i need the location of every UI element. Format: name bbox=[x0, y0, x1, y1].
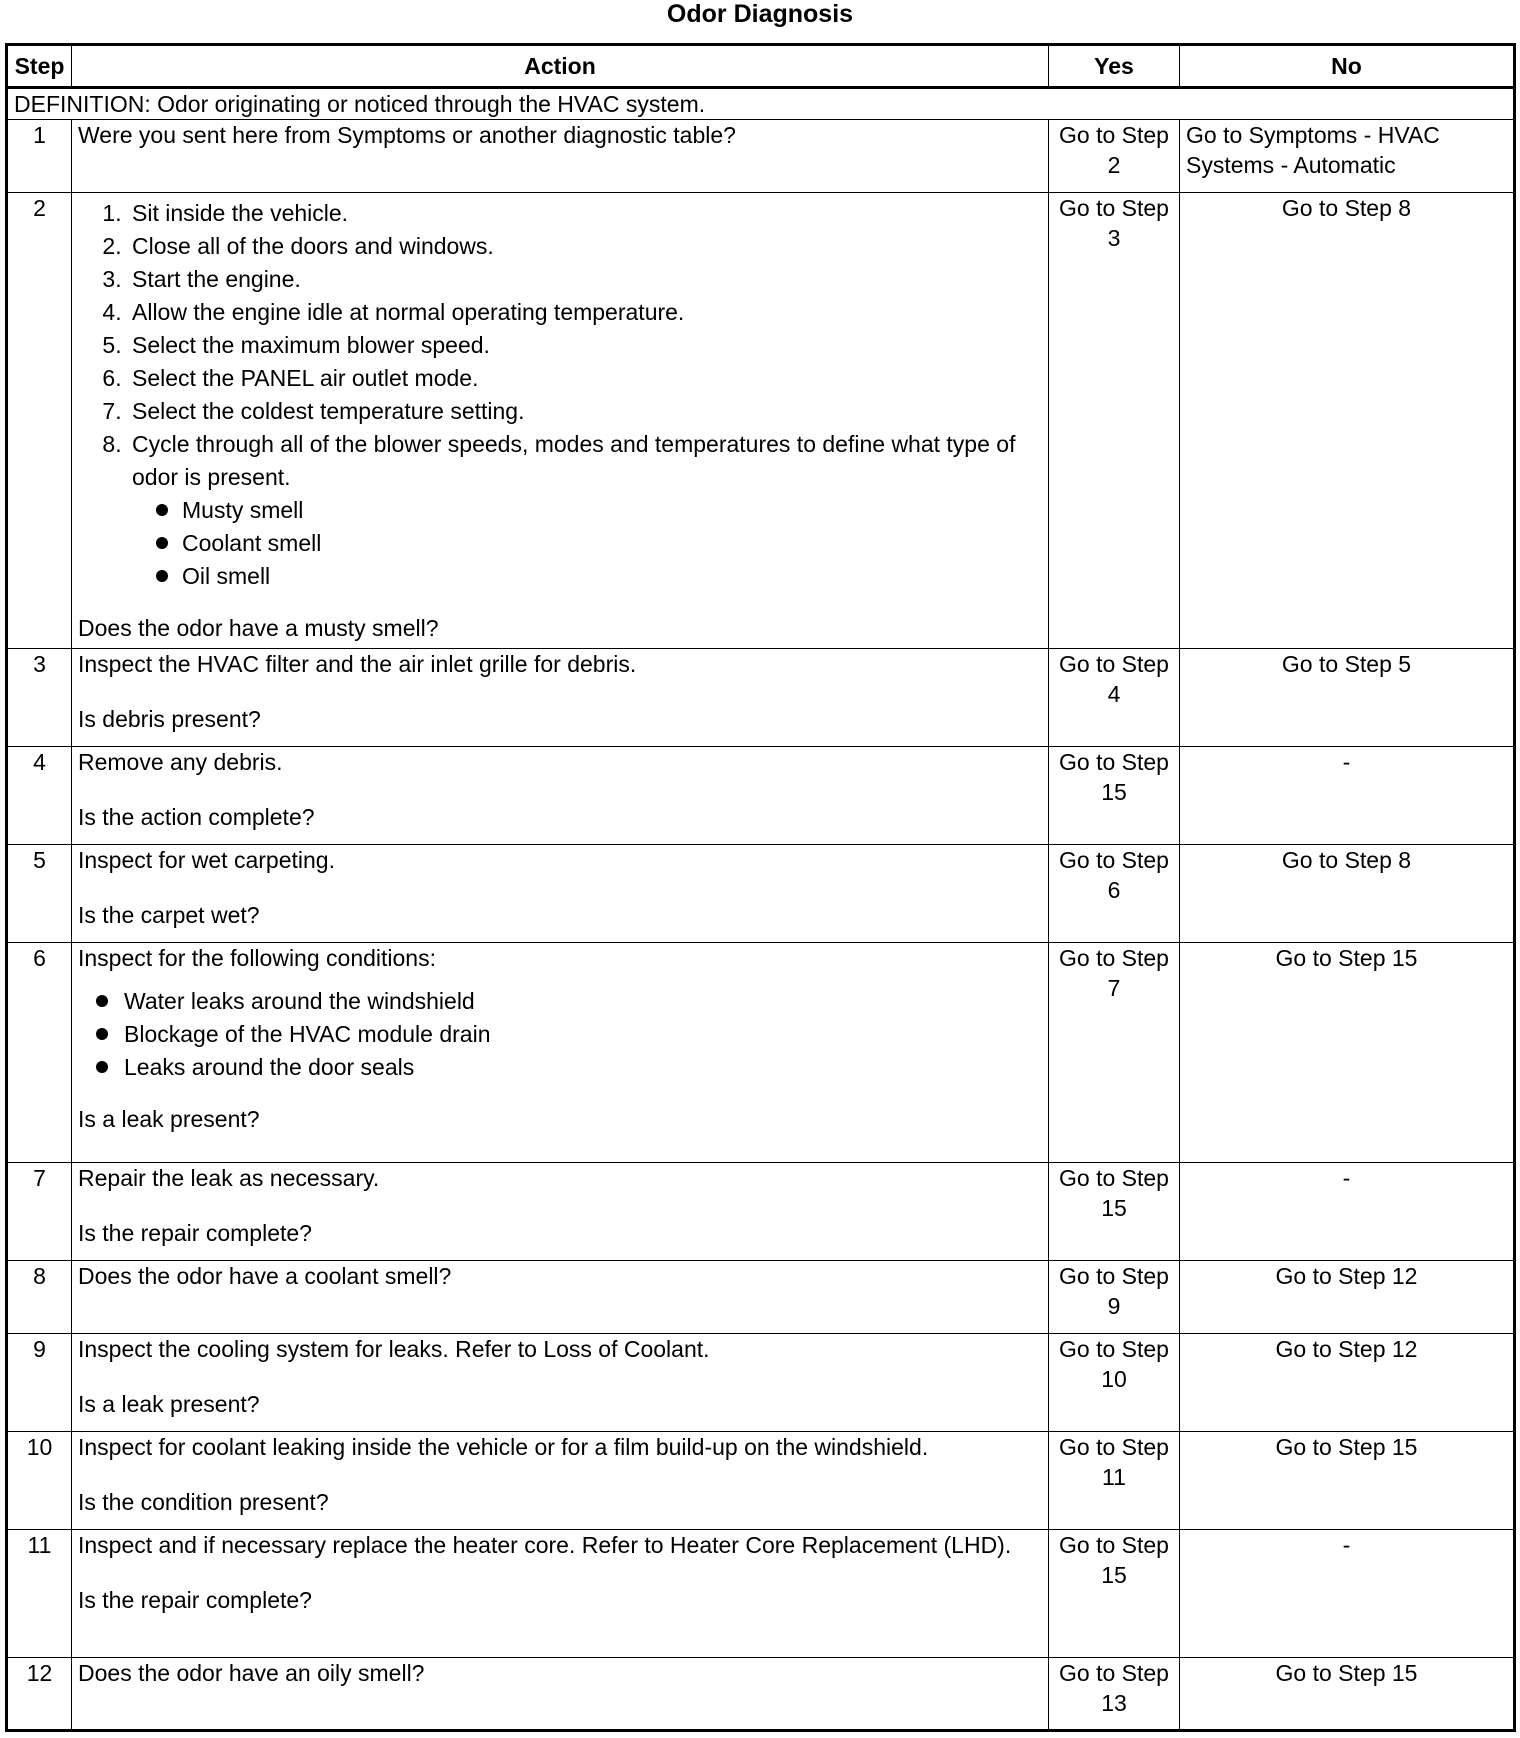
action-cell bbox=[72, 845, 1049, 943]
odor-type-list bbox=[132, 494, 1042, 593]
step-number: 8 bbox=[7, 1261, 72, 1334]
step-number: 1 bbox=[7, 120, 72, 193]
no-cell: Go to Step 8 bbox=[1180, 193, 1515, 649]
page-title: Odor Diagnosis bbox=[666, 0, 854, 28]
yes-cell: Go to Step 4 bbox=[1049, 649, 1180, 747]
header-action: Action bbox=[72, 45, 1049, 88]
odor-type-item: Oil smell bbox=[156, 560, 1042, 593]
table-row bbox=[7, 193, 1515, 649]
action-text: Does the odor have an oily smell? bbox=[72, 1658, 1049, 1731]
procedure-step-text: Cycle through all of the blower speeds, modes and temperatures to define what type of odor is present. bbox=[132, 431, 1016, 490]
action-cell bbox=[72, 193, 1049, 649]
condition-list bbox=[78, 985, 1042, 1084]
question-text: Is debris present? bbox=[78, 706, 261, 732]
yes-cell: Go to Step 15 bbox=[1049, 1530, 1180, 1658]
action-cell bbox=[72, 1163, 1049, 1261]
header-yes: Yes bbox=[1049, 45, 1180, 88]
table-row bbox=[7, 1432, 1515, 1530]
question-text: Is the repair complete? bbox=[78, 1220, 312, 1246]
yes-cell: Go to Step 15 bbox=[1049, 1163, 1180, 1261]
no-cell: Go to Step 15 bbox=[1180, 1658, 1515, 1731]
question-text: Is a leak present? bbox=[78, 1391, 260, 1417]
action-text: Inspect the cooling system for leaks. Refer to Loss of Coolant. bbox=[78, 1336, 710, 1362]
action-text: Inspect for coolant leaking inside the vehicle or for a film build-up on the windshield. bbox=[78, 1434, 929, 1460]
step-number: 5 bbox=[7, 845, 72, 943]
table-row bbox=[7, 1658, 1515, 1731]
no-cell: Go to Step 12 bbox=[1180, 1334, 1515, 1432]
table-row bbox=[7, 120, 1515, 193]
question-text: Is a leak present? bbox=[78, 1106, 260, 1132]
table-row bbox=[7, 747, 1515, 845]
procedure-step: 5. Select the maximum blower speed. bbox=[128, 329, 1042, 362]
no-cell: - bbox=[1180, 1530, 1515, 1658]
action-cell bbox=[72, 943, 1049, 1163]
step-number: 4 bbox=[7, 747, 72, 845]
table-row bbox=[7, 943, 1515, 1163]
condition-item: Blockage of the HVAC module drain bbox=[96, 1018, 1042, 1051]
no-cell: Go to Step 5 bbox=[1180, 649, 1515, 747]
table-row bbox=[7, 1530, 1515, 1658]
table-row bbox=[7, 1261, 1515, 1334]
table-row bbox=[7, 649, 1515, 747]
condition-item: Water leaks around the windshield bbox=[96, 985, 1042, 1018]
no-cell: Go to Step 12 bbox=[1180, 1261, 1515, 1334]
table-row bbox=[7, 1334, 1515, 1432]
question-text: Is the condition present? bbox=[78, 1489, 329, 1515]
question-text: Is the repair complete? bbox=[78, 1587, 312, 1613]
question-text: Is the action complete? bbox=[78, 804, 315, 830]
question-text: Does the odor have a musty smell? bbox=[78, 615, 439, 641]
procedure-step: 3. Start the engine. bbox=[128, 263, 1042, 296]
header-row bbox=[7, 45, 1515, 88]
action-cell bbox=[72, 1432, 1049, 1530]
action-text: Does the odor have a coolant smell? bbox=[72, 1261, 1049, 1334]
no-cell: Go to Step 8 bbox=[1180, 845, 1515, 943]
header-no: No bbox=[1180, 45, 1515, 88]
yes-cell: Go to Step 2 bbox=[1049, 120, 1180, 193]
procedure-list bbox=[78, 197, 1042, 593]
action-text: Inspect for the following conditions: bbox=[78, 945, 436, 971]
yes-cell: Go to Step 13 bbox=[1049, 1658, 1180, 1731]
step-number: 3 bbox=[7, 649, 72, 747]
yes-cell: Go to Step 11 bbox=[1049, 1432, 1180, 1530]
no-cell: Go to Symptoms - HVAC Systems - Automatic bbox=[1180, 120, 1515, 193]
table-row bbox=[7, 1163, 1515, 1261]
yes-cell: Go to Step 15 bbox=[1049, 747, 1180, 845]
yes-cell: Go to Step 10 bbox=[1049, 1334, 1180, 1432]
procedure-step bbox=[128, 428, 1042, 593]
question-text: Is the carpet wet? bbox=[78, 902, 260, 928]
action-cell bbox=[72, 1530, 1049, 1658]
step-number: 10 bbox=[7, 1432, 72, 1530]
step-number: 7 bbox=[7, 1163, 72, 1261]
action-text: Were you sent here from Symptoms or another diagnostic table? bbox=[72, 120, 1049, 193]
yes-cell: Go to Step 7 bbox=[1049, 943, 1180, 1163]
procedure-step: 2. Close all of the doors and windows. bbox=[128, 230, 1042, 263]
procedure-step: 1. Sit inside the vehicle. bbox=[128, 197, 1042, 230]
no-cell: - bbox=[1180, 747, 1515, 845]
step-number: 9 bbox=[7, 1334, 72, 1432]
yes-cell: Go to Step 6 bbox=[1049, 845, 1180, 943]
action-text: Inspect and if necessary replace the heater core. Refer to Heater Core Replacement (LHD). bbox=[78, 1532, 1012, 1558]
procedure-step: 6. Select the PANEL air outlet mode. bbox=[128, 362, 1042, 395]
no-cell: - bbox=[1180, 1163, 1515, 1261]
yes-cell: Go to Step 3 bbox=[1049, 193, 1180, 649]
action-text: Inspect for wet carpeting. bbox=[78, 847, 335, 873]
no-cell: Go to Step 15 bbox=[1180, 943, 1515, 1163]
step-number: 6 bbox=[7, 943, 72, 1163]
header-step: Step bbox=[7, 45, 72, 88]
step-number: 2 bbox=[7, 193, 72, 649]
no-cell: Go to Step 15 bbox=[1180, 1432, 1515, 1530]
action-cell bbox=[72, 1334, 1049, 1432]
odor-diagnosis-table bbox=[5, 43, 1516, 1732]
yes-cell: Go to Step 9 bbox=[1049, 1261, 1180, 1334]
definition-row bbox=[7, 88, 1515, 120]
step-number: 12 bbox=[7, 1658, 72, 1731]
action-cell bbox=[72, 747, 1049, 845]
table-row bbox=[7, 845, 1515, 943]
definition-text: DEFINITION: Odor originating or noticed through the HVAC system. bbox=[7, 88, 1515, 120]
action-text: Remove any debris. bbox=[78, 749, 283, 775]
odor-type-item: Coolant smell bbox=[156, 527, 1042, 560]
action-cell bbox=[72, 649, 1049, 747]
procedure-step: 4. Allow the engine idle at normal operating temperature. bbox=[128, 296, 1042, 329]
odor-type-item: Musty smell bbox=[156, 494, 1042, 527]
procedure-step: 7. Select the coldest temperature setting. bbox=[128, 395, 1042, 428]
action-text: Repair the leak as necessary. bbox=[78, 1165, 380, 1191]
condition-item: Leaks around the door seals bbox=[96, 1051, 1042, 1084]
action-text: Inspect the HVAC filter and the air inlet grille for debris. bbox=[78, 651, 637, 677]
step-number: 11 bbox=[7, 1530, 72, 1658]
